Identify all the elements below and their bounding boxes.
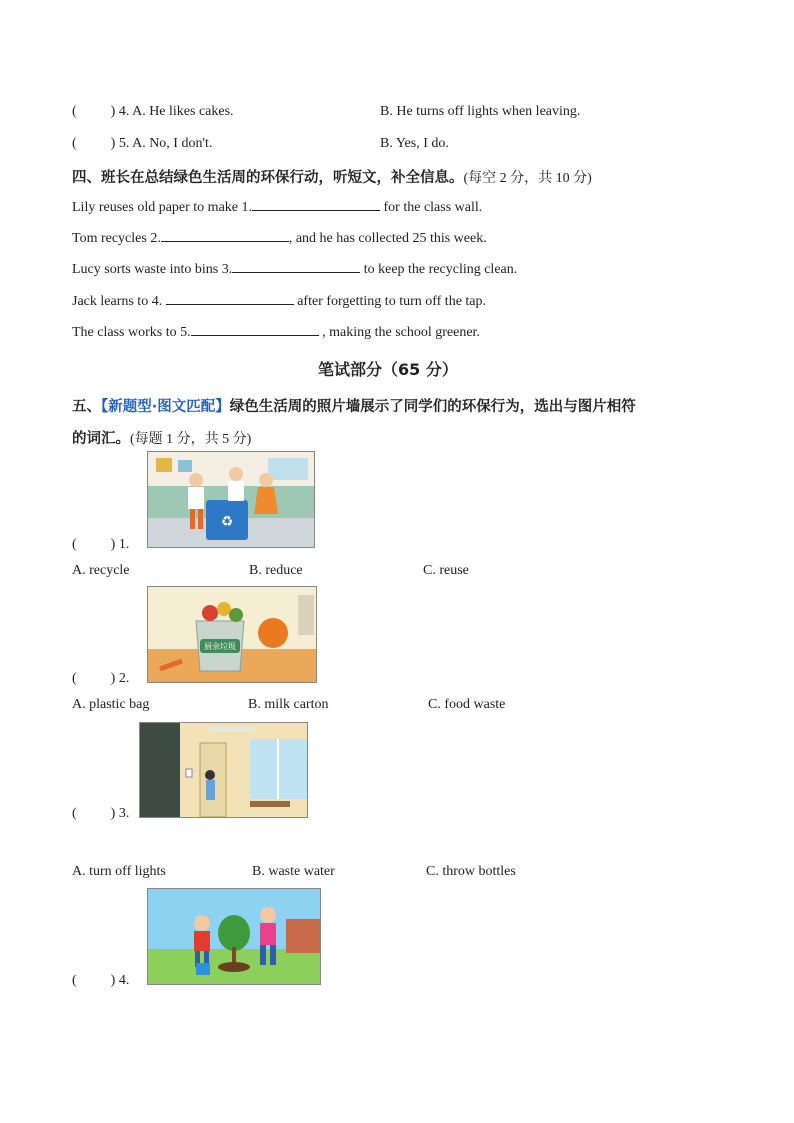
option-b: B. waste water — [252, 864, 335, 879]
question-row: ( ) 2. — [72, 671, 130, 686]
option-b: B. reduce — [249, 563, 303, 578]
question-number: 4. — [118, 104, 130, 119]
svg-text:♻: ♻ — [220, 515, 234, 530]
option-a: A. He likes cakes. — [132, 104, 234, 119]
fill-line: Tom recycles 2. , and he has collected 25 this week. — [72, 231, 487, 246]
section-title-line2: 的词汇。(每题 1 分，共 5 分) — [72, 431, 252, 447]
option-b: B. milk carton — [248, 697, 329, 712]
option-a: A. No, I don't. — [132, 136, 213, 151]
answer-paren-open: ( — [72, 104, 77, 119]
bin-label: 厨余垃圾 — [204, 642, 236, 651]
fill-line: Jack learns to 4. after forgetting to turn off the tap. — [72, 294, 487, 309]
question-row: ( ) 4. A. He likes cakes. — [72, 104, 234, 119]
question-number: 5. — [118, 136, 130, 151]
option-c: C. throw bottles — [426, 864, 516, 879]
option-b: B. Yes, I do. — [380, 136, 449, 151]
question-number: 1. — [118, 537, 130, 552]
new-type-tag: 【新题型·图文匹配】 — [101, 399, 230, 415]
part-header: 笔试部分（65 分） — [318, 360, 458, 379]
section-title: 四、班长在总结绿色生活周的环保行动，听短文，补全信息。(每空 2 分，共 10 分) — [72, 170, 592, 186]
blank-5[interactable] — [191, 323, 319, 336]
question-row: ( ) 1. — [72, 537, 130, 552]
blank-3[interactable] — [232, 260, 360, 273]
option-c: C. reuse — [423, 563, 469, 578]
food-waste-picture — [147, 586, 317, 683]
blank-4[interactable] — [166, 292, 294, 305]
section-score: (每空 2 分，共 10 分) — [463, 171, 592, 186]
option-a: A. plastic bag — [72, 697, 150, 712]
question-row: ( ) 3. — [72, 806, 130, 821]
question-number: 4. — [118, 973, 130, 988]
fill-line: Lucy sorts waste into bins 3. to keep the recycling clean. — [72, 262, 518, 277]
section-title: 五、【新题型·图文匹配】绿色生活周的照片墙展示了同学们的环保行为，选出与图片相符 — [72, 399, 636, 415]
question-number: 3. — [118, 806, 130, 821]
blank-1[interactable] — [252, 198, 380, 211]
question-number: 2. — [118, 671, 130, 686]
section-score: (每题 1 分，共 5 分) — [130, 432, 252, 447]
recycling-picture — [147, 451, 315, 548]
option-a: A. recycle — [72, 563, 130, 578]
option-a: A. turn off lights — [72, 864, 166, 879]
blank-2[interactable] — [161, 229, 289, 242]
option-c: C. food waste — [428, 697, 506, 712]
fill-line: Lily reuses old paper to make 1. for the class wall. — [72, 200, 483, 215]
fill-line: The class works to 5. , making the school greener. — [72, 325, 480, 340]
option-b: B. He turns off lights when leaving. — [380, 104, 581, 119]
planting-tree-picture — [147, 888, 321, 985]
question-row: ( ) 5. A. No, I don't. — [72, 136, 213, 151]
classroom-lights-picture — [139, 722, 308, 818]
question-row: ( ) 4. — [72, 973, 130, 988]
